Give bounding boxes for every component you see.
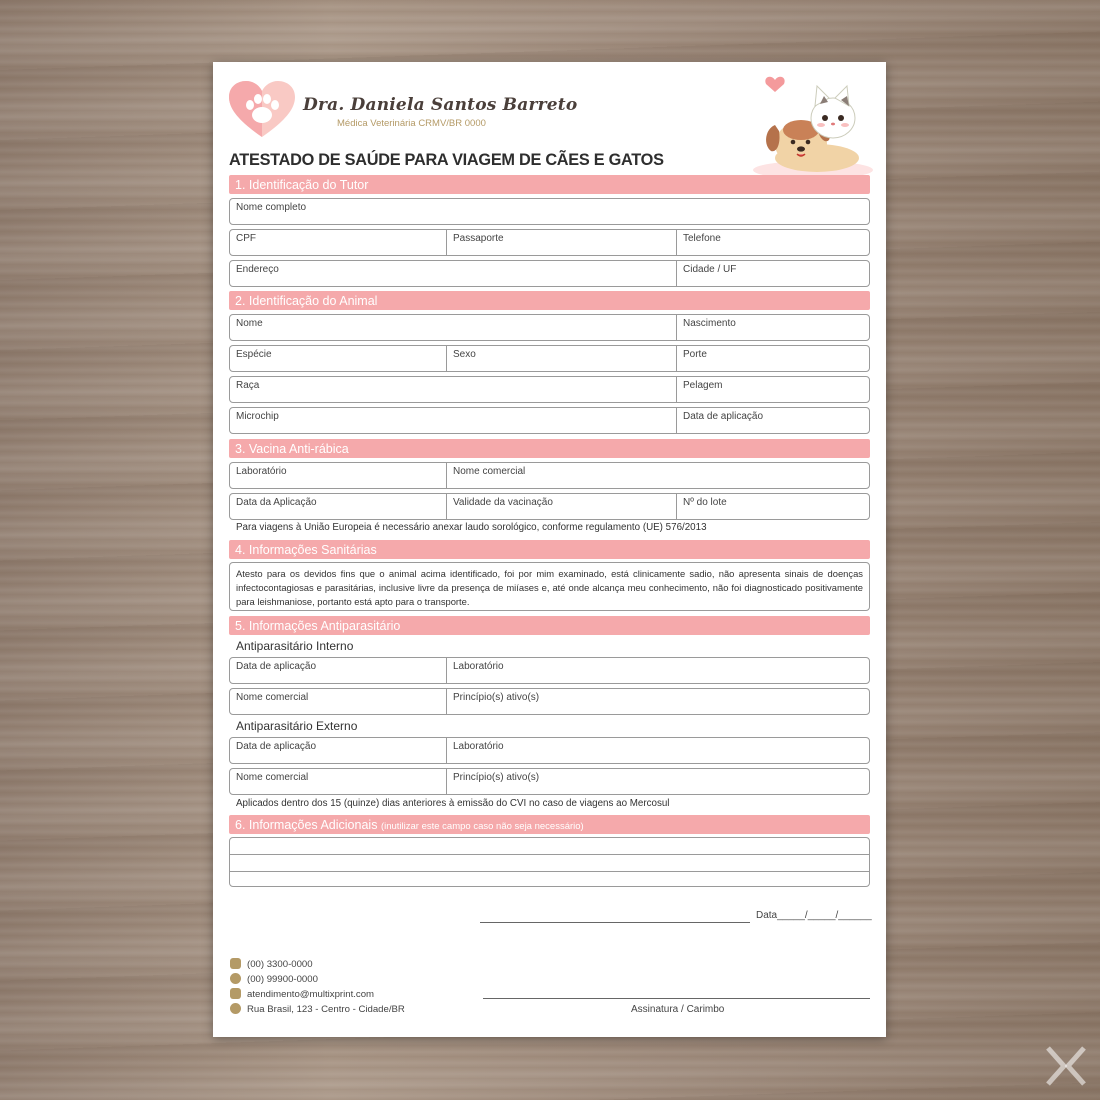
external-lab-field[interactable]: Laboratório: [446, 738, 869, 763]
page-title: ATESTADO DE SAÚDE PARA VIAGEM DE CÃES E GATOS: [229, 150, 664, 169]
vaccine-brand-field[interactable]: Nome comercial: [446, 463, 869, 488]
vaccine-date-field[interactable]: Data da Aplicação: [236, 497, 317, 508]
cpf-field[interactable]: CPF: [236, 233, 256, 244]
health-statement: Atesto para os devidos fins que o animal acima identificado, foi por mim examinado, está clinicamente sadio, não apresenta sinais de doenças infectocontagiosas e parasitárias, inclusive livre da presença de miíases e, até onde alcança meu conhecimento, não foi diagnosticado positivamente para leishmaniose, portanto está apto para o transporte.: [229, 562, 870, 611]
dog-and-cat-illustration-icon: [745, 70, 875, 178]
external-active-field[interactable]: Princípio(s) ativo(s): [446, 769, 869, 794]
vaccine-validity-field[interactable]: Validade da vacinação: [446, 494, 676, 519]
external-row-1: [229, 737, 870, 764]
animal-row-species: [229, 345, 870, 372]
brand-watermark-icon: [1044, 1044, 1088, 1088]
microchip-field[interactable]: Microchip: [236, 411, 279, 422]
coat-field[interactable]: Pelagem: [676, 377, 869, 402]
date-field[interactable]: Data_____/_____/______: [756, 910, 872, 921]
internal-lab-field[interactable]: Laboratório: [446, 658, 869, 683]
contact-address: [230, 1003, 405, 1016]
writing-line: [230, 854, 869, 855]
internal-row-1: [229, 657, 870, 684]
section-additional-note: (inutilizar este campo caso não seja necessário): [380, 821, 584, 832]
breed-field[interactable]: Raça: [236, 380, 260, 391]
location-pin-icon: [230, 1003, 241, 1014]
signature-label: Assinatura / Carimbo: [631, 1004, 725, 1015]
section-tutor-header: 1. Identificação do Tutor: [229, 175, 870, 194]
external-antiparasitic-title: Antiparasitário Externo: [236, 719, 358, 733]
internal-brand-field[interactable]: Nome comercial: [236, 692, 309, 703]
tutor-row-name: [229, 198, 870, 225]
internal-antiparasitic-title: Antiparasitário Interno: [236, 639, 354, 653]
animal-name-field[interactable]: Nome: [236, 318, 263, 329]
address-field[interactable]: Endereço: [236, 264, 279, 275]
animal-row-name: [229, 314, 870, 341]
contact-whatsapp: [230, 973, 318, 986]
tutor-row-documents: [229, 229, 870, 256]
signature-line[interactable]: [483, 998, 870, 999]
doctor-registration: Médica Veterinária CRMV/BR 0000: [337, 118, 486, 129]
animal-row-breed: [229, 376, 870, 403]
additional-info-lines[interactable]: [229, 837, 870, 887]
whatsapp-icon: [230, 973, 241, 984]
doctor-name: Dra. Daniela Santos Barreto: [303, 95, 578, 115]
phone-text: (00) 3300-0000: [247, 959, 313, 970]
section-vaccine-header: 3. Vacina Anti-rábica: [229, 439, 870, 458]
certificate-sheet: [213, 62, 886, 1037]
species-field[interactable]: Espécie: [236, 349, 272, 360]
email-icon: [230, 988, 241, 999]
external-row-2: [229, 768, 870, 795]
phone-icon: [230, 958, 241, 969]
tutor-name-field[interactable]: Nome completo: [236, 202, 307, 213]
antiparasitic-note: Aplicados dentro dos 15 (quinze) dias anteriores à emissão do CVI no caso de viagens ao Mercosul: [236, 798, 670, 809]
contact-phone: [230, 958, 313, 971]
writing-line: [230, 871, 869, 872]
section-health-header: 4. Informações Sanitárias: [229, 540, 870, 559]
vaccine-row-lab: [229, 462, 870, 489]
sex-field[interactable]: Sexo: [446, 346, 676, 371]
vaccine-note: Para viagens à União Europeia é necessário anexar laudo sorológico, conforme regulamento (UE) 576/2013: [236, 522, 707, 533]
tutor-row-address: [229, 260, 870, 287]
animal-row-microchip: [229, 407, 870, 434]
whatsapp-text: (00) 99900-0000: [247, 974, 318, 985]
external-brand-field[interactable]: Nome comercial: [236, 772, 309, 783]
contact-email: [230, 988, 374, 1001]
place-line[interactable]: [480, 922, 750, 923]
section-animal-header: 2. Identificação do Animal: [229, 291, 870, 310]
address-text: Rua Brasil, 123 - Centro - Cidade/BR: [247, 1004, 405, 1015]
size-field[interactable]: Porte: [676, 346, 869, 371]
city-field[interactable]: Cidade / UF: [676, 261, 869, 286]
paw-heart-logo-icon: [229, 81, 295, 139]
vaccine-row-dates: [229, 493, 870, 520]
internal-row-2: [229, 688, 870, 715]
section-antiparasitic-header: 5. Informações Antiparasitário: [229, 616, 870, 635]
birth-field[interactable]: Nascimento: [676, 315, 869, 340]
microchip-date-field[interactable]: Data de aplicação: [676, 408, 869, 433]
phone-field[interactable]: Telefone: [676, 230, 869, 255]
vaccine-lab-field[interactable]: Laboratório: [236, 466, 287, 477]
vaccine-lot-field[interactable]: Nº do lote: [676, 494, 869, 519]
email-text: atendimento@multixprint.com: [247, 989, 375, 1000]
external-date-field[interactable]: Data de aplicação: [236, 741, 317, 752]
internal-date-field[interactable]: Data de aplicação: [236, 661, 317, 672]
passport-field[interactable]: Passaporte: [446, 230, 676, 255]
section-additional-title: 6. Informações Adicionais: [235, 818, 378, 832]
section-additional-header: [229, 815, 870, 834]
internal-active-field[interactable]: Princípio(s) ativo(s): [446, 689, 869, 714]
